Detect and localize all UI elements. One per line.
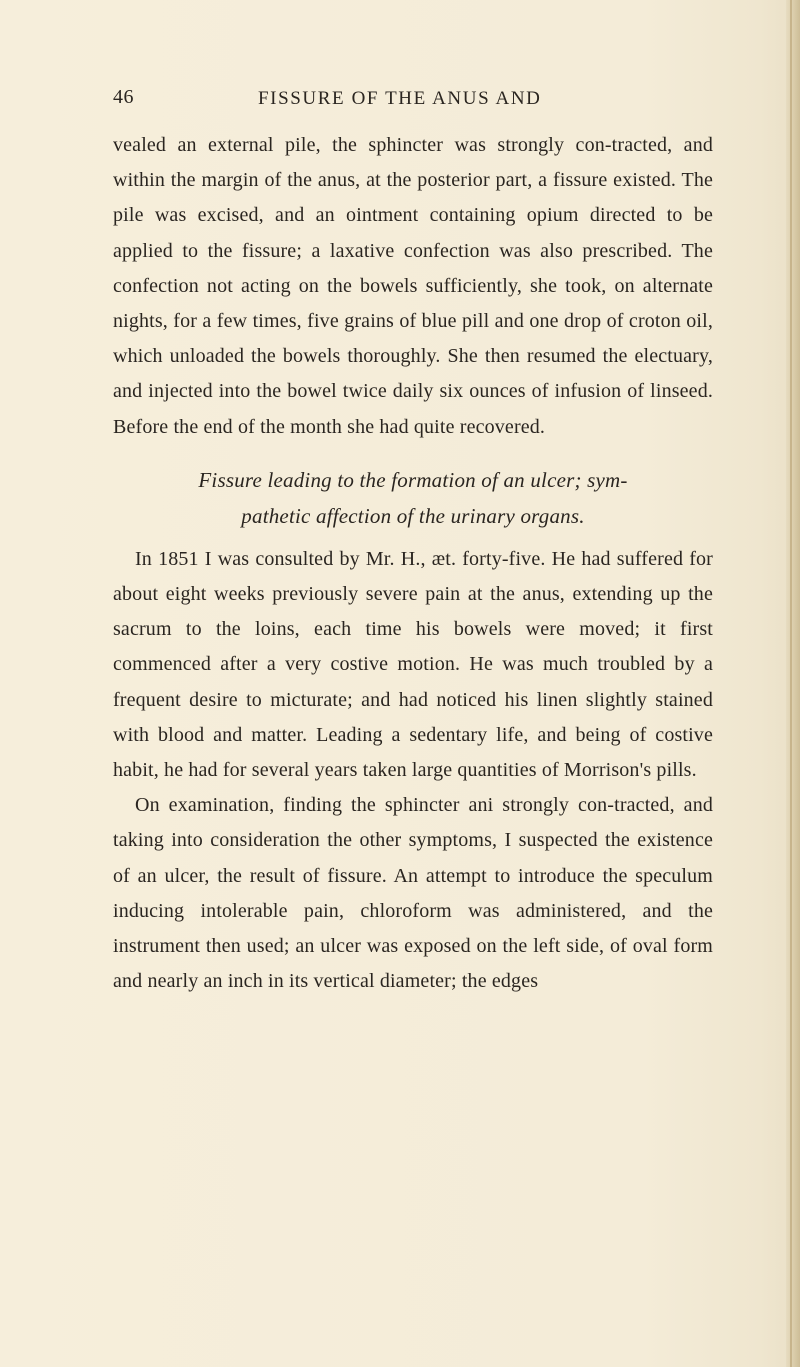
page-header bbox=[0, 86, 800, 116]
paragraph-2: In 1851 I was consulted by Mr. H., æt. forty-five. He had suffered for about eight weeks previously severe pain at the anus, extending up the sacrum to the loins, each time his bowels were moved; it first commenced after a very costive motion. He was much troubled by a frequent desire to micturate; and had noticed his linen slightly stained with blood and matter. Leading a sedentary life, and being of costive habit, he had for several years taken large quantities of Morrison's pills. bbox=[113, 547, 713, 782]
section-heading-line-1: Fissure leading to the formation of an ulcer; sym- bbox=[198, 467, 628, 492]
section-heading bbox=[113, 462, 713, 534]
paragraph-1: vealed an external pile, the sphincter was strongly con-tracted, and within the margin of the anus, at the posterior part, a fissure existed. The pile was excised, and an ointment containing opium directed to be applied to the fissure; a laxative confection was also prescribed. The confection not acting on the bowels sufficiently, she took, on alternate nights, for a few times, five grains of blue pill and one drop of croton oil, which unloaded the bowels thoroughly. She then resumed the electuary, and injected into the bowel twice daily six ounces of infusion of linseed. Before the end of the month she had quite recovered. bbox=[113, 134, 713, 438]
section-heading-line-2: pathetic affection of the urinary organs. bbox=[241, 503, 585, 528]
page-body bbox=[113, 128, 713, 999]
page-edge bbox=[786, 0, 800, 1367]
running-title: FISSURE OF THE ANUS AND bbox=[258, 88, 542, 109]
page-edge-line bbox=[790, 0, 792, 1367]
page-number: 46 bbox=[113, 86, 134, 108]
paragraph-3: On examination, finding the sphincter ani strongly con-tracted, and taking into consideration the other symptoms, I suspected the existence of an ulcer, the result of fissure. An attempt to introduce the speculum inducing intolerable pain, chloroform was administered, and the instrument then used; an ulcer was exposed on the left side, of oval form and nearly an inch in its vertical diameter; the edges bbox=[113, 794, 713, 993]
